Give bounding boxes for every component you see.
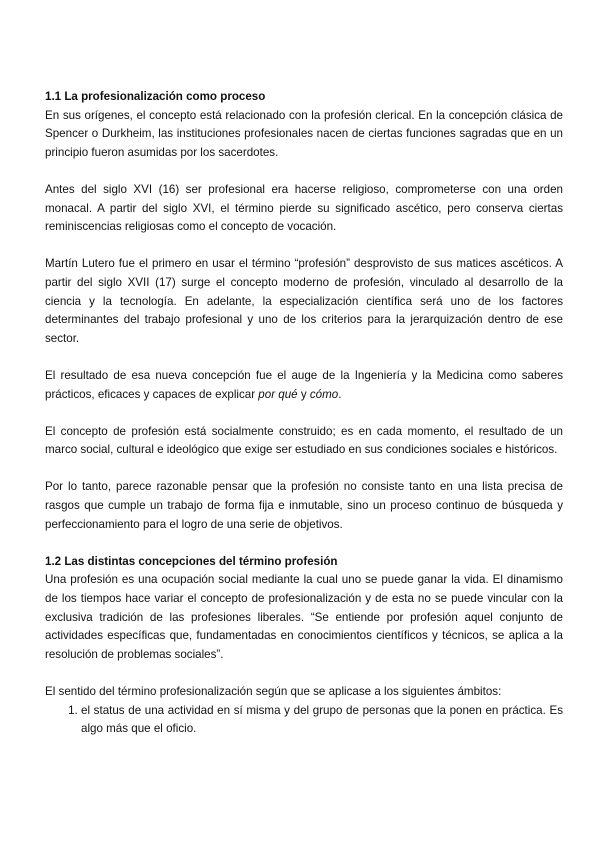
paragraph: El sentido del término profesionalización según que se aplicase a los siguientes ámbitos: xyxy=(45,685,502,698)
paragraph xyxy=(45,367,563,404)
ordered-list xyxy=(45,702,563,739)
paragraph: En sus orígenes, el concepto está relacionado con la profesión clerical. En la concepción clásica de Spencer o Durkheim, las instituciones profesionales nacen de ciertas funciones sagradas que en un principio fueron asumidas por los sacerdotes. xyxy=(45,108,563,159)
paragraph: El concepto de profesión está socialmente construido; es en cada momento, el resultado de un marco social, cultural e ideológico que exige ser estudiado en sus condiciones sociales e históricos. xyxy=(45,424,563,457)
paragraph: Por lo tanto, parece razonable pensar que la profesión no consiste tanto en una lista precisa de rasgos que cumple un trabajo de forma fija e inmutable, sino un proceso continuo de búsqueda y perfeccionamiento para el logro de una serie de objetivos. xyxy=(45,480,563,531)
emphasis-text: cómo xyxy=(309,387,339,401)
section-heading-1-1: 1.1 La profesionalización como proceso xyxy=(45,90,266,103)
list-item: 1. el status de una actividad en sí misma y del grupo de personas que la ponen en práctica. Es algo más que el oficio. xyxy=(81,702,563,739)
document-page xyxy=(45,88,563,739)
text-run: y xyxy=(297,387,310,401)
paragraph: Antes del siglo XVI (16) ser profesional era hacerse religioso, comprometerse con una orden monacal. A partir del siglo XVI, el término pierde su significado ascético, pero conserva ciertas reminiscencias religiosas como el concepto de vocación. xyxy=(45,182,563,234)
emphasis-text: por qué xyxy=(258,387,298,401)
paragraph: Martín Lutero fue el primero en usar el término “profesión” desprovisto de sus matices ascéticos. A partir del siglo XVII (17) surge el concepto moderno de profesión, vinculado al desarrollo de la ciencia y la tecnología. En adelante, la especialización científica será uno de los factores determinantes del trabajo profesional y uno de los criterios para la jerarquización dentro de ese sector. xyxy=(45,257,563,345)
section-heading-1-2: 1.2 Las distintas concepciones del término profesión xyxy=(45,554,338,568)
paragraph: Una profesión es una ocupación social mediante la cual uno se puede ganar la vida. El dinamismo de los tiempos hace variar el concepto de profesionalización y de esta no se puede vincular con la exclusiva tradición de las profesiones liberales. “Se entiende por profesión aquel conjunto de actividades específicas que, fundamentadas en conocimientos científicos y técnicos, se aplica a la resolución de problemas sociales”. xyxy=(45,573,563,661)
text-run: El resultado de esa nueva concepción fue el auge de la Ingeniería y la Medicina como saberes prácticos, eficaces y capaces de explicar xyxy=(45,368,563,401)
text-run: . xyxy=(338,387,342,401)
